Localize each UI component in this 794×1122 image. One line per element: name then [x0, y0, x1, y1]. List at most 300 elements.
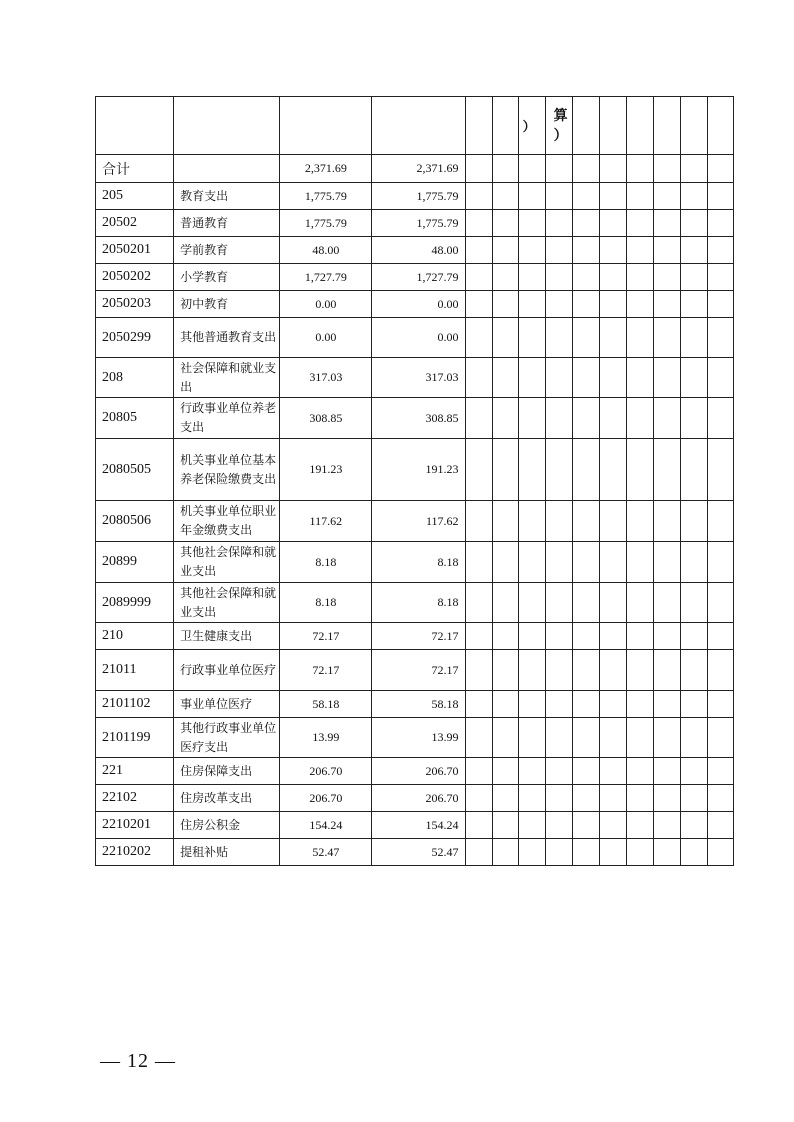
table-row	[96, 718, 734, 758]
empty-cell	[545, 291, 572, 318]
empty-cell	[465, 439, 492, 501]
amount-cell: 0.00	[372, 318, 465, 358]
empty-cell	[626, 691, 653, 718]
empty-cell	[680, 439, 707, 501]
header-cell	[707, 97, 733, 155]
empty-cell	[653, 210, 680, 237]
empty-cell	[465, 839, 492, 866]
table-row	[96, 623, 734, 650]
empty-cell	[465, 398, 492, 439]
account-name-cell: 住房保障支出	[174, 758, 280, 785]
empty-cell	[518, 237, 545, 264]
amount-cell: 206.70	[280, 758, 372, 785]
empty-cell	[545, 237, 572, 264]
empty-cell	[680, 785, 707, 812]
account-code-cell: 2210202	[96, 839, 174, 866]
empty-cell	[680, 291, 707, 318]
empty-cell	[626, 501, 653, 542]
account-code-cell: 20899	[96, 542, 174, 583]
empty-cell	[599, 237, 626, 264]
empty-cell	[572, 839, 599, 866]
empty-cell	[680, 237, 707, 264]
amount-cell: 72.17	[372, 623, 465, 650]
empty-cell	[518, 183, 545, 210]
empty-cell	[572, 183, 599, 210]
empty-cell	[572, 691, 599, 718]
account-code-cell: 22102	[96, 785, 174, 812]
empty-cell	[653, 758, 680, 785]
empty-cell	[599, 650, 626, 691]
account-code-cell: 221	[96, 758, 174, 785]
empty-cell	[465, 155, 492, 183]
empty-cell	[626, 785, 653, 812]
empty-cell	[626, 583, 653, 623]
empty-cell	[465, 358, 492, 398]
empty-cell	[465, 210, 492, 237]
empty-cell	[626, 210, 653, 237]
empty-cell	[626, 358, 653, 398]
empty-cell	[707, 318, 733, 358]
empty-cell	[653, 358, 680, 398]
account-code-cell: 2101199	[96, 718, 174, 758]
empty-cell	[518, 358, 545, 398]
empty-cell	[572, 785, 599, 812]
empty-cell	[653, 623, 680, 650]
empty-cell	[518, 718, 545, 758]
empty-cell	[707, 501, 733, 542]
header-cell	[626, 97, 653, 155]
table-row	[96, 318, 734, 358]
empty-cell	[492, 210, 518, 237]
amount-cell: 1,775.79	[280, 183, 372, 210]
empty-cell	[599, 758, 626, 785]
empty-cell	[518, 439, 545, 501]
header-cell	[372, 97, 465, 155]
empty-cell	[545, 623, 572, 650]
empty-cell	[599, 291, 626, 318]
empty-cell	[545, 501, 572, 542]
account-name-cell: 卫生健康支出	[174, 623, 280, 650]
account-code-cell: 2080505	[96, 439, 174, 501]
amount-cell: 206.70	[372, 758, 465, 785]
account-code-cell: 208	[96, 358, 174, 398]
amount-cell: 191.23	[280, 439, 372, 501]
empty-cell	[599, 583, 626, 623]
empty-cell	[492, 650, 518, 691]
empty-cell	[599, 264, 626, 291]
empty-cell	[545, 839, 572, 866]
account-name-cell: 机关事业单位基本养老保险缴费支出	[174, 439, 280, 501]
empty-cell	[599, 812, 626, 839]
account-code-cell: 2050299	[96, 318, 174, 358]
account-name-cell	[174, 155, 280, 183]
empty-cell	[599, 785, 626, 812]
empty-cell	[492, 542, 518, 583]
empty-cell	[492, 318, 518, 358]
empty-cell	[680, 183, 707, 210]
account-name-cell: 学前教育	[174, 237, 280, 264]
empty-cell	[599, 439, 626, 501]
amount-cell: 72.17	[280, 650, 372, 691]
empty-cell	[492, 812, 518, 839]
empty-cell	[680, 758, 707, 785]
empty-cell	[707, 758, 733, 785]
empty-cell	[572, 758, 599, 785]
empty-cell	[572, 237, 599, 264]
empty-cell	[492, 439, 518, 501]
account-code-cell: 20805	[96, 398, 174, 439]
header-row	[96, 97, 734, 155]
empty-cell	[465, 501, 492, 542]
empty-cell	[465, 718, 492, 758]
empty-cell	[518, 155, 545, 183]
empty-cell	[680, 650, 707, 691]
empty-cell	[599, 318, 626, 358]
table-row	[96, 439, 734, 501]
empty-cell	[492, 583, 518, 623]
empty-cell	[572, 501, 599, 542]
empty-cell	[653, 812, 680, 839]
amount-cell: 317.03	[372, 358, 465, 398]
amount-cell: 8.18	[372, 583, 465, 623]
empty-cell	[492, 183, 518, 210]
empty-cell	[626, 623, 653, 650]
amount-cell: 191.23	[372, 439, 465, 501]
amount-cell: 1,727.79	[280, 264, 372, 291]
empty-cell	[680, 623, 707, 650]
amount-cell: 0.00	[280, 318, 372, 358]
header-cell	[599, 97, 626, 155]
empty-cell	[707, 237, 733, 264]
empty-cell	[572, 398, 599, 439]
empty-cell	[518, 839, 545, 866]
table-row	[96, 501, 734, 542]
empty-cell	[626, 839, 653, 866]
table-row	[96, 398, 734, 439]
account-name-cell: 教育支出	[174, 183, 280, 210]
empty-cell	[465, 542, 492, 583]
empty-cell	[653, 542, 680, 583]
empty-cell	[626, 542, 653, 583]
amount-cell: 52.47	[372, 839, 465, 866]
empty-cell	[707, 623, 733, 650]
empty-cell	[518, 318, 545, 358]
account-code-cell: 21011	[96, 650, 174, 691]
empty-cell	[492, 839, 518, 866]
account-name-cell: 其他社会保障和就业支出	[174, 542, 280, 583]
empty-cell	[465, 237, 492, 264]
amount-cell: 72.17	[280, 623, 372, 650]
account-name-cell: 初中教育	[174, 291, 280, 318]
header-cell	[518, 97, 545, 155]
empty-cell	[465, 623, 492, 650]
empty-cell	[572, 542, 599, 583]
amount-cell: 0.00	[280, 291, 372, 318]
account-code-cell: 205	[96, 183, 174, 210]
header-cell	[465, 97, 492, 155]
amount-cell: 0.00	[372, 291, 465, 318]
empty-cell	[518, 291, 545, 318]
empty-cell	[492, 691, 518, 718]
amount-cell: 154.24	[372, 812, 465, 839]
empty-cell	[465, 812, 492, 839]
empty-cell	[653, 583, 680, 623]
empty-cell	[545, 183, 572, 210]
empty-cell	[707, 542, 733, 583]
amount-cell: 117.62	[280, 501, 372, 542]
empty-cell	[653, 318, 680, 358]
header-cell	[545, 97, 572, 155]
empty-cell	[653, 237, 680, 264]
empty-cell	[518, 398, 545, 439]
account-name-cell: 社会保障和就业支出	[174, 358, 280, 398]
account-name-cell: 行政事业单位医疗	[174, 650, 280, 691]
empty-cell	[653, 398, 680, 439]
header-cell	[174, 97, 280, 155]
empty-cell	[572, 439, 599, 501]
empty-cell	[545, 785, 572, 812]
empty-cell	[680, 210, 707, 237]
empty-cell	[707, 439, 733, 501]
empty-cell	[518, 650, 545, 691]
empty-cell	[465, 650, 492, 691]
amount-cell: 308.85	[280, 398, 372, 439]
empty-cell	[545, 691, 572, 718]
header-fragment: 算	[553, 108, 568, 124]
amount-cell: 1,775.79	[280, 210, 372, 237]
empty-cell	[680, 264, 707, 291]
empty-cell	[545, 758, 572, 785]
empty-cell	[653, 183, 680, 210]
empty-cell	[545, 542, 572, 583]
empty-cell	[680, 839, 707, 866]
amount-cell: 13.99	[280, 718, 372, 758]
empty-cell	[707, 264, 733, 291]
amount-cell: 1,727.79	[372, 264, 465, 291]
empty-cell	[599, 839, 626, 866]
empty-cell	[572, 358, 599, 398]
empty-cell	[707, 650, 733, 691]
account-name-cell: 提租补贴	[174, 839, 280, 866]
amount-cell: 2,371.69	[280, 155, 372, 183]
empty-cell	[680, 318, 707, 358]
empty-cell	[653, 839, 680, 866]
empty-cell	[626, 439, 653, 501]
empty-cell	[707, 718, 733, 758]
empty-cell	[545, 358, 572, 398]
account-code-cell: 2210201	[96, 812, 174, 839]
empty-cell	[626, 264, 653, 291]
account-name-cell: 事业单位医疗	[174, 691, 280, 718]
empty-cell	[599, 718, 626, 758]
empty-cell	[653, 785, 680, 812]
empty-cell	[680, 358, 707, 398]
empty-cell	[626, 155, 653, 183]
amount-cell: 48.00	[372, 237, 465, 264]
empty-cell	[572, 264, 599, 291]
amount-cell: 13.99	[372, 718, 465, 758]
header-cell	[680, 97, 707, 155]
account-name-cell: 普通教育	[174, 210, 280, 237]
empty-cell	[707, 839, 733, 866]
header-fragment: ）	[522, 118, 536, 134]
table-row	[96, 358, 734, 398]
account-name-cell: 其他普通教育支出	[174, 318, 280, 358]
table-row	[96, 155, 734, 183]
empty-cell	[707, 155, 733, 183]
empty-cell	[465, 758, 492, 785]
empty-cell	[492, 623, 518, 650]
empty-cell	[572, 155, 599, 183]
table-row	[96, 650, 734, 691]
amount-cell: 317.03	[280, 358, 372, 398]
account-code-cell: 2089999	[96, 583, 174, 623]
account-code-cell: 20502	[96, 210, 174, 237]
empty-cell	[707, 398, 733, 439]
empty-cell	[492, 358, 518, 398]
empty-cell	[626, 183, 653, 210]
empty-cell	[707, 785, 733, 812]
empty-cell	[599, 210, 626, 237]
header-cell	[572, 97, 599, 155]
empty-cell	[545, 398, 572, 439]
account-code-cell: 2050203	[96, 291, 174, 318]
amount-cell: 8.18	[280, 583, 372, 623]
empty-cell	[680, 812, 707, 839]
empty-cell	[653, 264, 680, 291]
empty-cell	[653, 650, 680, 691]
empty-cell	[599, 542, 626, 583]
header-fragment: ）	[553, 128, 568, 144]
empty-cell	[492, 501, 518, 542]
account-code-cell: 2050201	[96, 237, 174, 264]
empty-cell	[492, 785, 518, 812]
account-name-cell: 小学教育	[174, 264, 280, 291]
empty-cell	[465, 291, 492, 318]
amount-cell: 72.17	[372, 650, 465, 691]
empty-cell	[680, 583, 707, 623]
empty-cell	[465, 318, 492, 358]
empty-cell	[492, 155, 518, 183]
budget-table	[95, 96, 734, 866]
empty-cell	[545, 812, 572, 839]
empty-cell	[626, 812, 653, 839]
header-cell	[280, 97, 372, 155]
empty-cell	[492, 718, 518, 758]
account-name-cell: 机关事业单位职业年金缴费支出	[174, 501, 280, 542]
account-name-cell: 其他行政事业单位医疗支出	[174, 718, 280, 758]
table-row	[96, 183, 734, 210]
empty-cell	[572, 623, 599, 650]
page-number: — 12 —	[100, 1050, 176, 1072]
empty-cell	[545, 210, 572, 237]
empty-cell	[599, 398, 626, 439]
header-cell	[653, 97, 680, 155]
empty-cell	[599, 155, 626, 183]
amount-cell: 48.00	[280, 237, 372, 264]
empty-cell	[707, 183, 733, 210]
empty-cell	[626, 758, 653, 785]
empty-cell	[518, 542, 545, 583]
empty-cell	[680, 501, 707, 542]
empty-cell	[492, 758, 518, 785]
header-cell	[492, 97, 518, 155]
table-row	[96, 542, 734, 583]
empty-cell	[545, 318, 572, 358]
amount-cell: 206.70	[372, 785, 465, 812]
account-code-cell: 2050202	[96, 264, 174, 291]
empty-cell	[465, 183, 492, 210]
empty-cell	[599, 691, 626, 718]
empty-cell	[572, 583, 599, 623]
table-row	[96, 785, 734, 812]
empty-cell	[545, 439, 572, 501]
empty-cell	[572, 318, 599, 358]
empty-cell	[707, 291, 733, 318]
empty-cell	[518, 210, 545, 237]
empty-cell	[572, 718, 599, 758]
table-row	[96, 839, 734, 866]
amount-cell: 2,371.69	[372, 155, 465, 183]
empty-cell	[626, 291, 653, 318]
empty-cell	[707, 210, 733, 237]
table-row	[96, 691, 734, 718]
empty-cell	[545, 650, 572, 691]
empty-cell	[653, 155, 680, 183]
empty-cell	[626, 318, 653, 358]
empty-cell	[626, 237, 653, 264]
empty-cell	[518, 264, 545, 291]
empty-cell	[545, 155, 572, 183]
header-cell	[96, 97, 174, 155]
empty-cell	[653, 501, 680, 542]
empty-cell	[518, 812, 545, 839]
empty-cell	[599, 501, 626, 542]
amount-cell: 1,775.79	[372, 183, 465, 210]
amount-cell: 8.18	[280, 542, 372, 583]
table-row	[96, 264, 734, 291]
empty-cell	[572, 650, 599, 691]
empty-cell	[465, 785, 492, 812]
empty-cell	[599, 623, 626, 650]
account-code-cell: 2101102	[96, 691, 174, 718]
empty-cell	[626, 718, 653, 758]
account-code-cell: 2080506	[96, 501, 174, 542]
empty-cell	[518, 501, 545, 542]
empty-cell	[680, 155, 707, 183]
empty-cell	[653, 439, 680, 501]
amount-cell: 8.18	[372, 542, 465, 583]
account-name-cell: 其他社会保障和就业支出	[174, 583, 280, 623]
empty-cell	[492, 291, 518, 318]
empty-cell	[707, 358, 733, 398]
table-row	[96, 758, 734, 785]
account-code-cell: 合计	[96, 155, 174, 183]
amount-cell: 1,775.79	[372, 210, 465, 237]
amount-cell: 206.70	[280, 785, 372, 812]
amount-cell: 58.18	[372, 691, 465, 718]
empty-cell	[626, 650, 653, 691]
empty-cell	[545, 583, 572, 623]
table-row	[96, 210, 734, 237]
empty-cell	[653, 691, 680, 718]
empty-cell	[518, 691, 545, 718]
amount-cell: 58.18	[280, 691, 372, 718]
empty-cell	[518, 583, 545, 623]
empty-cell	[680, 542, 707, 583]
empty-cell	[518, 623, 545, 650]
empty-cell	[707, 691, 733, 718]
